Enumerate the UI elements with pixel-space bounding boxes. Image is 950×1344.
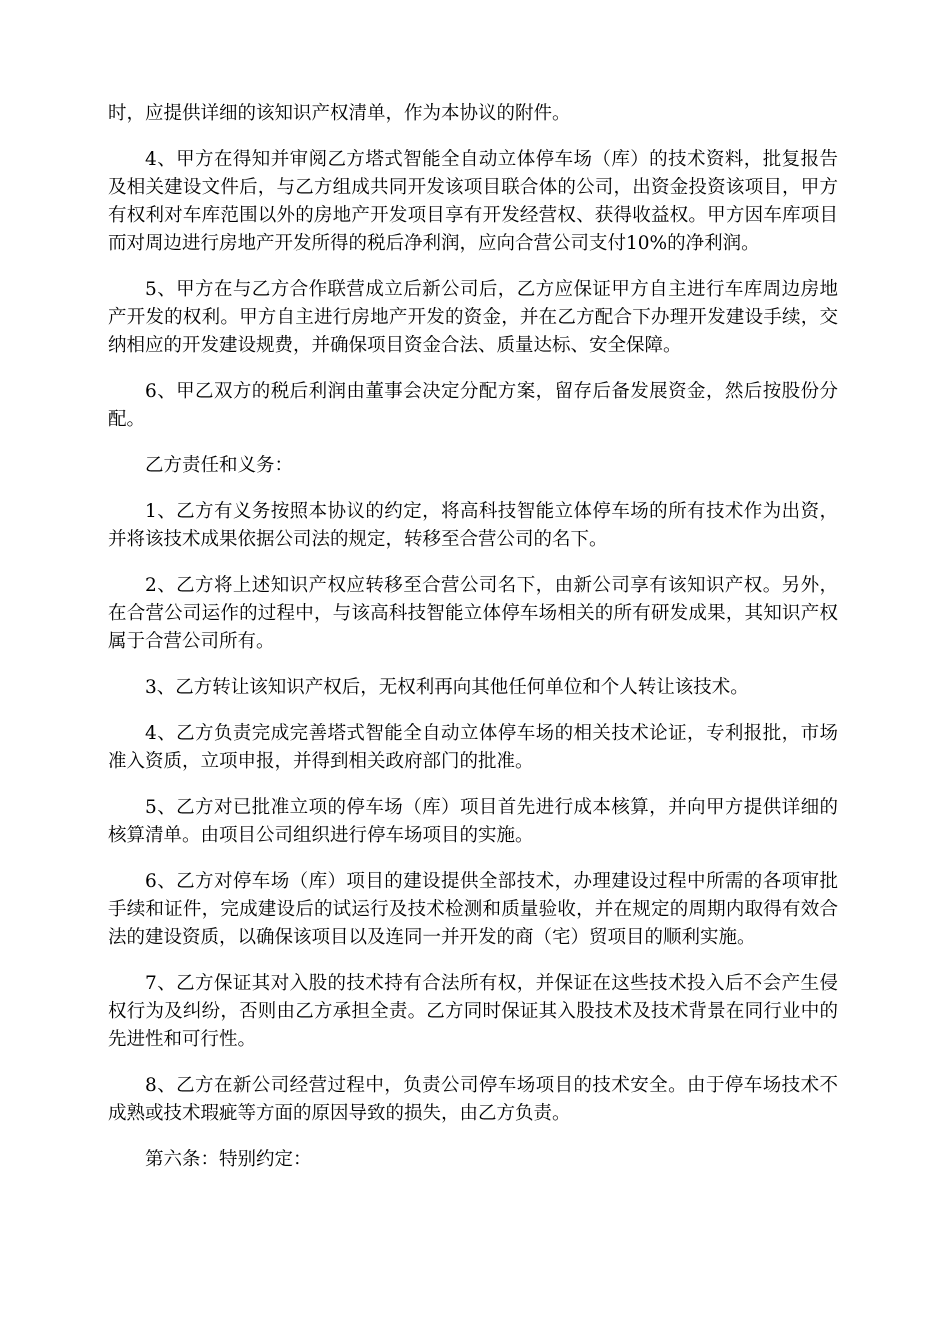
paragraph-party-b-clause-3: 3、乙方转让该知识产权后，无权利再向其他任何单位和个人转让该技术。 [145,677,749,698]
paragraph-party-b-clause-8: 8、乙方在新公司经营过程中，负责公司停车场项目的技术安全。由于停车场技术不成熟或技术瑕疵等方面的原因导致的损失，由乙方负责。 [108,1075,838,1124]
section-heading-party-b: 乙方责任和义务： [145,455,294,476]
paragraph-party-a-clause-5: 5、甲方在与乙方合作联营成立后新公司后，乙方应保证甲方自主进行车库周边房地产开发的权利。甲方自主进行房地产开发的资金，并在乙方配合下办理开发建设手续，交纳相应的开发建设规费，并确保项目资金合法、质量达标、安全保障。 [108,279,838,356]
document-body [108,100,838,1192]
paragraph-party-b-clause-5: 5、乙方对已批准立项的停车场（库）项目首先进行成本核算，并向甲方提供详细的核算清单。由项目公司组织进行停车场项目的实施。 [108,797,838,846]
paragraph-party-b-clause-7: 7、乙方保证其对入股的技术持有合法所有权，并保证在这些技术投入后不会产生侵权行为及纠纷，否则由乙方承担全责。乙方同时保证其入股技术及技术背景在同行业中的先进性和可行性。 [108,973,838,1050]
paragraph-continuation: 时，应提供详细的该知识产权清单，作为本协议的附件。 [108,103,571,124]
paragraph-party-a-clause-6: 6、甲乙双方的税后利润由董事会决定分配方案，留存后备发展资金，然后按股份分配。 [108,381,838,430]
article-heading-special-terms: 第六条：特别约定： [145,1149,312,1170]
paragraph-party-b-clause-4: 4、乙方负责完成完善塔式智能全自动立体停车场的相关技术论证，专利报批，市场准入资质，立项申报，并得到相关政府部门的批准。 [108,723,838,772]
paragraph-party-b-clause-2: 2、乙方将上述知识产权应转移至合营公司名下，由新公司享有该知识产权。另外，在合营公司运作的过程中，与该高科技智能立体停车场相关的所有研发成果，其知识产权属于合营公司所有。 [108,575,838,652]
paragraph-party-b-clause-1: 1、乙方有义务按照本协议的约定，将高科技智能立体停车场的所有技术作为出资，并将该技术成果依据公司法的规定，转移至合营公司的名下。 [108,501,838,550]
paragraph-party-a-clause-4: 4、甲方在得知并审阅乙方塔式智能全自动立体停车场（库）的技术资料，批复报告及相关建设文件后，与乙方组成共同开发该项目联合体的公司，出资金投资该项目，甲方有权利对车库范围以外的房地产开发项目享有开发经营权、获得收益权。甲方因车库项目而对周边进行房地产开发所得的税后净利润，应向合营公司支付10%的净利润。 [108,149,838,254]
paragraph-party-b-clause-6: 6、乙方对停车场（库）项目的建设提供全部技术，办理建设过程中所需的各项审批手续和证件，完成建设后的试运行及技术检测和质量验收，并在规定的周期内取得有效合法的建设资质，以确保该项目以及连同一并开发的商（宅）贸项目的顺利实施。 [108,871,838,948]
